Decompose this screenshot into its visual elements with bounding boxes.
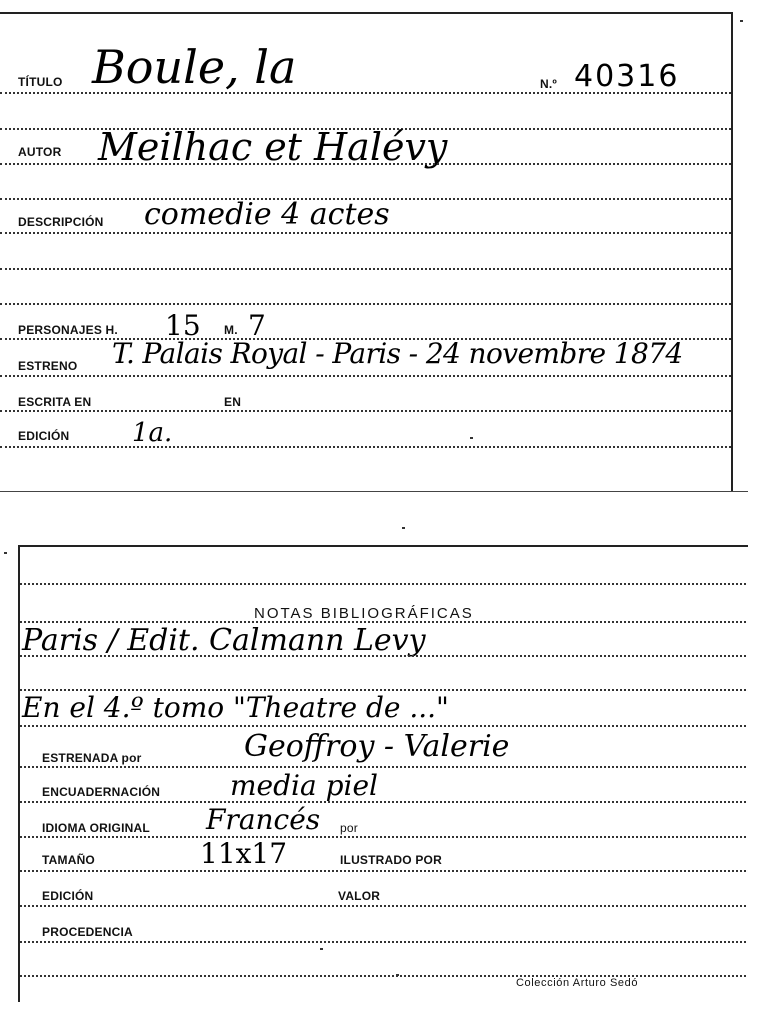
encuadernacion-label: ENCUADERNACIÓN [42,785,161,799]
personajes-h-value: 15 [165,309,201,342]
rule-tamano [20,870,746,872]
tamano-value: 11x17 [200,837,288,870]
rule-nota-2 [20,725,746,727]
estreno-value: T. Palais Royal - Paris - 24 novembre 1874 [112,337,683,370]
edicion-value-top: 1a. [132,418,173,448]
rule-blank-3 [0,268,731,270]
ilustrado-label: ILUSTRADO POR [340,853,442,867]
tamano-label: TAMAÑO [42,853,95,867]
scan-speck [396,974,399,976]
rule-edicion-bottom [20,905,746,907]
rule-nota-1 [20,655,746,657]
idioma-value: Francés [206,803,321,836]
numero-label: N.º [540,77,557,91]
escrita-en-label: ESCRITA EN [18,395,92,409]
numero-value: 40316 [574,59,680,94]
por-label: por [340,821,358,835]
personajes-m-label: M. [224,323,238,337]
titulo-value: Boule, la [92,40,297,94]
rule-autor [0,163,731,165]
edicion-label-bottom: EDICIÓN [42,889,94,903]
nota-line-1: Paris / Edit. Calmann Levy [22,623,426,658]
personajes-label: PERSONAJES H. [18,323,118,337]
notas-header: NOTAS BIBLIOGRÁFICAS [254,605,474,622]
estrenada-value: Geoffroy - Valerie [244,729,510,764]
autor-label: AUTOR [18,145,62,159]
en-label: EN [224,395,242,409]
personajes-m-value: 7 [248,309,266,342]
rule-estreno [0,375,731,377]
card-separator-line [0,491,748,492]
estrenada-label: ESTRENADA por [42,751,142,765]
nota-line-2: En el 4.º tomo "Theatre de ..." [22,691,449,724]
rule-blank-4 [0,303,731,305]
encuadernacion-value: media piel [230,769,378,802]
descripcion-value: comedie 4 actes [144,197,390,232]
rule-estrenada [20,766,746,768]
rule-descripcion [0,232,731,234]
scan-speck [320,948,323,950]
estreno-label: ESTRENO [18,359,78,373]
idioma-label: IDIOMA ORIGINAL [42,821,150,835]
scan-speck [4,552,7,554]
rule-encuadernacion [20,801,746,803]
collection-stamp: Colección Arturo Sedó [516,977,639,989]
procedencia-label: PROCEDENCIA [42,925,133,939]
scan-speck [470,437,473,439]
rule-idioma [20,836,746,838]
scan-speck [740,20,743,22]
rule-escrita [0,410,731,412]
descripcion-label: DESCRIPCIÓN [18,215,104,229]
rule-titulo [0,92,731,94]
rule-edicion-top [0,446,731,448]
titulo-label: TÍTULO [18,75,63,89]
autor-value: Meilhac et Halévy [98,125,448,169]
scan-speck [402,527,405,529]
valor-label: VALOR [338,889,381,903]
edicion-label-top: EDICIÓN [18,429,70,443]
rule-procedencia [20,941,746,943]
rule-blank-b1 [20,583,746,585]
